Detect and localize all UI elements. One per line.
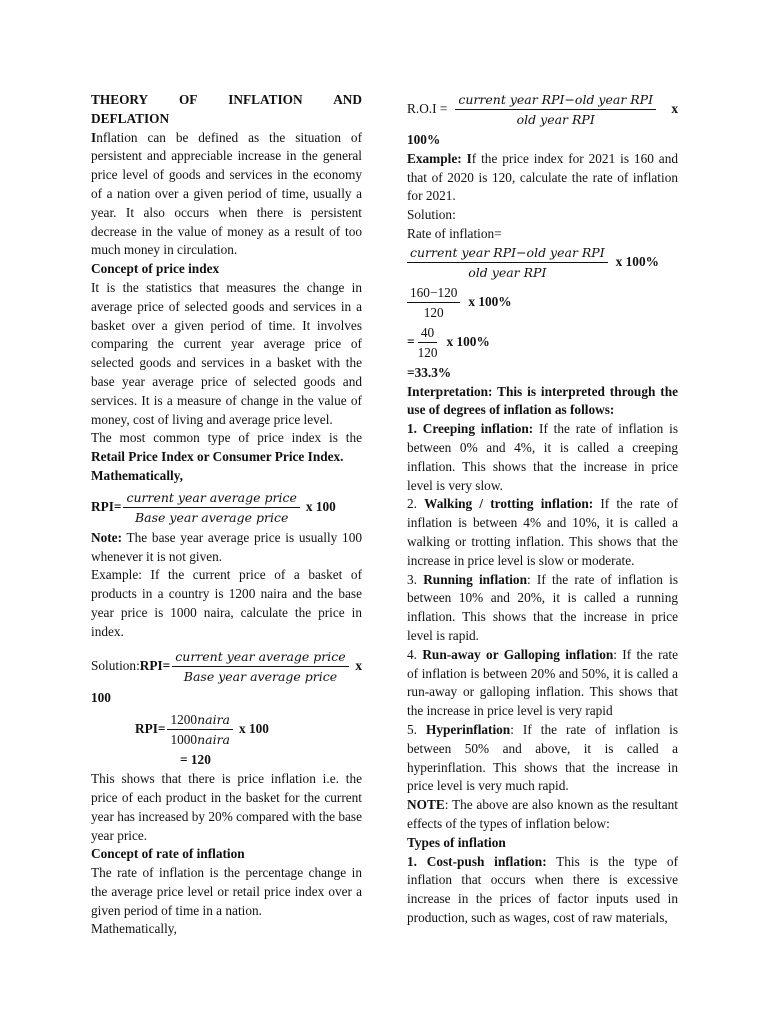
solution-fraction: $\frac{\text{current year average price}}{\text{Base year average price}}$: [172, 648, 348, 685]
mathematically-label-2: Mathematically,: [91, 921, 177, 937]
cost-push-paragraph: 1. Cost-push inflation: This is the type of inflation that occurs when there is excessive increase in the prices of factor inputs used in production, such as wages, cost of raw materials,: [407, 853, 678, 925]
price-index-paragraph: It is the statistics that measures the change in average price of selected goods and services in a basket over a given period of time. It involves comparing the current year average price of selected goods and services in a basket with the base year average price of selected goods and services. It is a measure of change in the value of money, cost of living and average price level.: [91, 279, 362, 427]
example-paragraph: Example: If the current price of a basket of products in a country is 1200 naira and the base year price is 1000 naira, calculate the price in index.: [91, 567, 362, 639]
roi-100: 100%: [407, 132, 441, 147]
title-line-2: DEFLATION: [91, 110, 170, 126]
item-hyperinflation: 5. Hyperinflation: If the rate of inflation is between 50% and above, it is called a hyperinflation. This shows that the increase in price level is very much rapid.: [407, 721, 678, 794]
title-line-1: THEORY OF INFLATION AND: [91, 92, 362, 107]
rate-equals: Rate of inflation=: [407, 225, 502, 241]
types-heading: Types of inflation: [407, 834, 506, 850]
formula-step-3: = $\frac{40}{120}$ x 100%: [407, 324, 490, 360]
right-column: [407, 91, 678, 928]
formula-step-1: $\frac{\text{current year RPI−old year RPI}}{\text{old year RPI}}$ x 100%: [407, 244, 678, 281]
interpretation: Interpretation: This is interpreted through the use of degrees of inflation as follows:: [407, 383, 678, 418]
common-type-paragraph: The most common type of price index is the Retail Price Index or Consumer Price Index.: [91, 430, 362, 465]
step2-fraction: $\frac{160-120}{120}$: [407, 284, 460, 321]
rpi-calculation: RPI= $\frac{\text{1200naira}}{\text{1000naira}}$ x 100: [135, 712, 269, 748]
mathematically-label: Mathematically,: [91, 467, 183, 483]
solution-100: 100: [91, 689, 111, 705]
roi-fraction: $\frac{\text{current year RPI−old year RPI}}{\text{old year RPI}}$: [455, 91, 656, 128]
note-paragraph: Note: The base year average price is usually 100 whenever it is not given.: [91, 529, 362, 564]
rpi-fraction: $\frac{\text{current year average price}}{\text{Base year average price}}$: [123, 489, 299, 526]
item-running: 3. Running inflation: If the rate of inflation is between 10% and 20%, it is called a running inflation. This shows that the increase in price level is rapid.: [407, 571, 679, 643]
item-walking: 2. Walking / trotting inflation: If the rate of inflation is between 4% and 10%, it is called a walking or trotting inflation. This shows that the increase in price level is slow or moderate.: [407, 496, 679, 568]
note-paragraph-right: NOTE: The above are also known as the resultant effects of the types of inflation below:: [407, 797, 678, 831]
calc-fraction: $\frac{\text{1200naira}}{\text{1000naira}}$: [167, 711, 233, 748]
step3-fraction: $\frac{40}{120}$: [417, 324, 438, 360]
price-index-heading: Concept of price index: [91, 261, 220, 277]
solution-formula: Solution: RPI= $\frac{\text{current year average price}}{\text{Base year average price}}$ x: [91, 648, 362, 684]
item-galloping: 4. Run-away or Galloping inflation: If the rate of inflation is between 20% and 50%, it is called a run-away or galloping inflation. This shows that the increase in price level is very rapid: [407, 646, 678, 719]
step1-fraction: $\frac{\text{current year RPI−old year RPI}}{\text{old year RPI}}$: [407, 244, 608, 281]
rate-paragraph: The rate of inflation is the percentage change in the average price level or retail price index over a given period of time in a nation.: [91, 865, 362, 918]
calc-result: = 120: [180, 752, 211, 768]
example-paragraph-right: Example: If the price index for 2021 is 160 and that of 2020 is 120, calculate the rate of inflation for 2021.: [407, 150, 678, 204]
intro-paragraph: Inflation can be defined as the situation of persistent and appreciable increase in the general price level of goods and services in the economy of a nation over a given period of time, usually a year. It also occurs when there is persistent decrease in the value of money as a result of too much money in circulation.: [91, 129, 362, 258]
solution-label-right: Solution:: [407, 207, 456, 223]
result: =33.3%: [407, 364, 452, 380]
formula-step-2: $\frac{160-120}{120}$ x 100%: [407, 284, 678, 321]
left-column: [91, 91, 362, 939]
roi-formula: R.O.I = $\frac{\text{current year RPI−old year RPI}}{\text{old year RPI}}$ x: [407, 92, 678, 127]
rpi-formula: RPI= $\frac{\text{current year average price}}{\text{Base year average price}}$ x 100: [91, 489, 336, 525]
item-creeping: 1. Creeping inflation: If the rate of inflation is between 0% and 4%, it is called a creeping inflation. This shows that the increase in price level is very slow.: [407, 421, 678, 493]
rate-heading: Concept of rate of inflation: [91, 846, 245, 862]
shows-paragraph: This shows that there is price inflation i.e. the price of each product in the basket for the current year has increased by 20% compared with the base year price.: [91, 771, 363, 843]
